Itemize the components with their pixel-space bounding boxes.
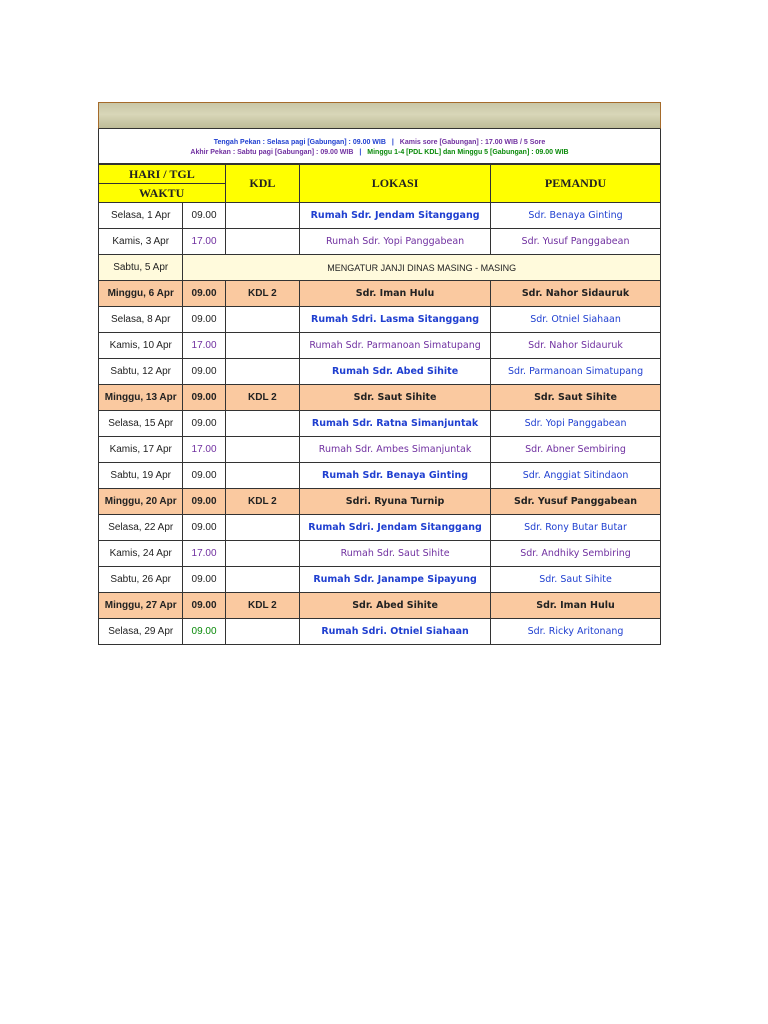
day-cell: Selasa, 29 Apr — [99, 619, 183, 645]
time-cell: 17.00 — [183, 333, 225, 359]
table-row — [99, 619, 661, 645]
header-kdl: KDL — [225, 165, 299, 203]
header-waktu: WAKTU — [99, 184, 226, 203]
day-cell: Minggu, 6 Apr — [99, 281, 183, 307]
table-row — [99, 411, 661, 437]
time-cell: 17.00 — [183, 229, 225, 255]
table-row — [99, 593, 661, 619]
lokasi-cell: Rumah Sdr. Saut Sihite — [300, 541, 491, 567]
lokasi-cell: Sdr. Saut Sihite — [300, 385, 491, 411]
table-row — [99, 359, 661, 385]
pemandu-cell: Sdr. Iman Hulu — [491, 593, 661, 619]
time-cell: 09.00 — [183, 463, 225, 489]
day-cell: Minggu, 27 Apr — [99, 593, 183, 619]
legend-weekday-selasa: Tengah Pekan : Selasa pagi [Gabungan] : 09.00 WIB — [213, 139, 386, 146]
time-cell: 09.00 — [183, 385, 225, 411]
pemandu-cell: Sdr. Yopi Panggabean — [491, 411, 661, 437]
day-cell: Minggu, 20 Apr — [99, 489, 183, 515]
time-cell: 09.00 — [183, 515, 225, 541]
time-cell: 09.00 — [183, 489, 225, 515]
day-cell: Selasa, 22 Apr — [99, 515, 183, 541]
legend-weekday-kamis: Kamis sore [Gabungan] : 17.00 WIB / 5 Sore — [399, 139, 546, 146]
kdl-cell: KDL 2 — [225, 281, 299, 307]
legend-line-weekend — [99, 148, 660, 158]
kdl-cell — [225, 463, 299, 489]
table-row — [99, 385, 661, 411]
lokasi-cell: Rumah Sdr. Benaya Ginting — [300, 463, 491, 489]
kdl-cell — [225, 515, 299, 541]
pemandu-cell: Sdr. Yusuf Panggabean — [491, 229, 661, 255]
table-row — [99, 489, 661, 515]
note-cell: MENGATUR JANJI DINAS MASING - MASING — [183, 255, 661, 281]
pemandu-cell: Sdr. Nahor Sidauruk — [491, 333, 661, 359]
kdl-cell — [225, 359, 299, 385]
kdl-cell — [225, 411, 299, 437]
kdl-cell: KDL 2 — [225, 489, 299, 515]
day-cell: Sabtu, 5 Apr — [99, 255, 183, 281]
time-cell: 09.00 — [183, 567, 225, 593]
schedule-table — [98, 164, 661, 645]
lokasi-cell: Rumah Sdr. Abed Sihite — [300, 359, 491, 385]
lokasi-cell: Rumah Sdr. Jendam Sitanggang — [300, 203, 491, 229]
time-cell: 17.00 — [183, 541, 225, 567]
time-cell: 09.00 — [183, 307, 225, 333]
lokasi-cell: Sdr. Iman Hulu — [300, 281, 491, 307]
schedule-sheet — [98, 102, 661, 645]
time-cell: 17.00 — [183, 437, 225, 463]
lokasi-cell: Rumah Sdr. Ratna Simanjuntak — [300, 411, 491, 437]
kdl-cell — [225, 333, 299, 359]
schedule-body — [99, 203, 661, 645]
day-cell: Kamis, 10 Apr — [99, 333, 183, 359]
kdl-cell: KDL 2 — [225, 385, 299, 411]
time-cell: 09.00 — [183, 593, 225, 619]
legend-separator: | — [391, 139, 394, 146]
pemandu-cell: Sdr. Abner Sembiring — [491, 437, 661, 463]
table-row — [99, 515, 661, 541]
kdl-cell — [225, 541, 299, 567]
kdl-cell — [225, 437, 299, 463]
pemandu-cell: Sdr. Saut Sihite — [491, 385, 661, 411]
lokasi-cell: Sdr. Abed Sihite — [300, 593, 491, 619]
legend-separator: | — [359, 149, 362, 156]
day-cell: Selasa, 15 Apr — [99, 411, 183, 437]
pemandu-cell: Sdr. Andhiky Sembiring — [491, 541, 661, 567]
lokasi-cell: Rumah Sdr. Yopi Panggabean — [300, 229, 491, 255]
lokasi-cell: Rumah Sdr. Parmanoan Simatupang — [300, 333, 491, 359]
day-cell: Kamis, 3 Apr — [99, 229, 183, 255]
day-cell: Sabtu, 19 Apr — [99, 463, 183, 489]
header-hari-tgl: HARI / TGL — [99, 165, 226, 184]
legend-line-weekday — [99, 138, 660, 148]
time-cell: 09.00 — [183, 359, 225, 385]
day-cell: Kamis, 24 Apr — [99, 541, 183, 567]
table-row — [99, 307, 661, 333]
pemandu-cell: Sdr. Otniel Siahaan — [491, 307, 661, 333]
kdl-cell: KDL 2 — [225, 593, 299, 619]
lokasi-cell: Rumah Sdri. Lasma Sitanggang — [300, 307, 491, 333]
title-banner — [98, 102, 661, 129]
legend-weekend-sabtu: Akhir Pekan : Sabtu pagi [Gabungan] : 09.00 WIB — [190, 149, 354, 156]
legend — [98, 129, 661, 164]
lokasi-cell: Sdri. Ryuna Turnip — [300, 489, 491, 515]
day-cell: Kamis, 17 Apr — [99, 437, 183, 463]
header-lokasi: LOKASI — [300, 165, 491, 203]
table-row — [99, 281, 661, 307]
table-row — [99, 567, 661, 593]
pemandu-cell: Sdr. Saut Sihite — [491, 567, 661, 593]
kdl-cell — [225, 619, 299, 645]
day-cell: Selasa, 8 Apr — [99, 307, 183, 333]
day-cell: Minggu, 13 Apr — [99, 385, 183, 411]
kdl-cell — [225, 203, 299, 229]
lokasi-cell: Rumah Sdr. Janampe Sipayung — [300, 567, 491, 593]
day-cell: Sabtu, 26 Apr — [99, 567, 183, 593]
day-cell: Selasa, 1 Apr — [99, 203, 183, 229]
pemandu-cell: Sdr. Parmanoan Simatupang — [491, 359, 661, 385]
lokasi-cell: Rumah Sdri. Otniel Siahaan — [300, 619, 491, 645]
pemandu-cell: Sdr. Benaya Ginting — [491, 203, 661, 229]
pemandu-cell: Sdr. Rony Butar Butar — [491, 515, 661, 541]
pemandu-cell: Sdr. Yusuf Panggabean — [491, 489, 661, 515]
pemandu-cell: Sdr. Anggiat Sitindaon — [491, 463, 661, 489]
kdl-cell — [225, 307, 299, 333]
pemandu-cell: Sdr. Nahor Sidauruk — [491, 281, 661, 307]
lokasi-cell: Rumah Sdri. Jendam Sitanggang — [300, 515, 491, 541]
table-row — [99, 463, 661, 489]
table-row — [99, 255, 661, 281]
table-row — [99, 541, 661, 567]
kdl-cell — [225, 567, 299, 593]
legend-weekend-minggu: Minggu 1-4 [PDL KDL] dan Minggu 5 [Gabungan] : 09.00 WIB — [367, 149, 569, 156]
table-row — [99, 437, 661, 463]
table-row — [99, 203, 661, 229]
day-cell: Sabtu, 12 Apr — [99, 359, 183, 385]
time-cell: 09.00 — [183, 619, 225, 645]
pemandu-cell: Sdr. Ricky Aritonang — [491, 619, 661, 645]
table-row — [99, 333, 661, 359]
time-cell: 09.00 — [183, 411, 225, 437]
header-pemandu: PEMANDU — [491, 165, 661, 203]
time-cell: 09.00 — [183, 281, 225, 307]
kdl-cell — [225, 229, 299, 255]
time-cell: 09.00 — [183, 203, 225, 229]
table-row — [99, 229, 661, 255]
lokasi-cell: Rumah Sdr. Ambes Simanjuntak — [300, 437, 491, 463]
